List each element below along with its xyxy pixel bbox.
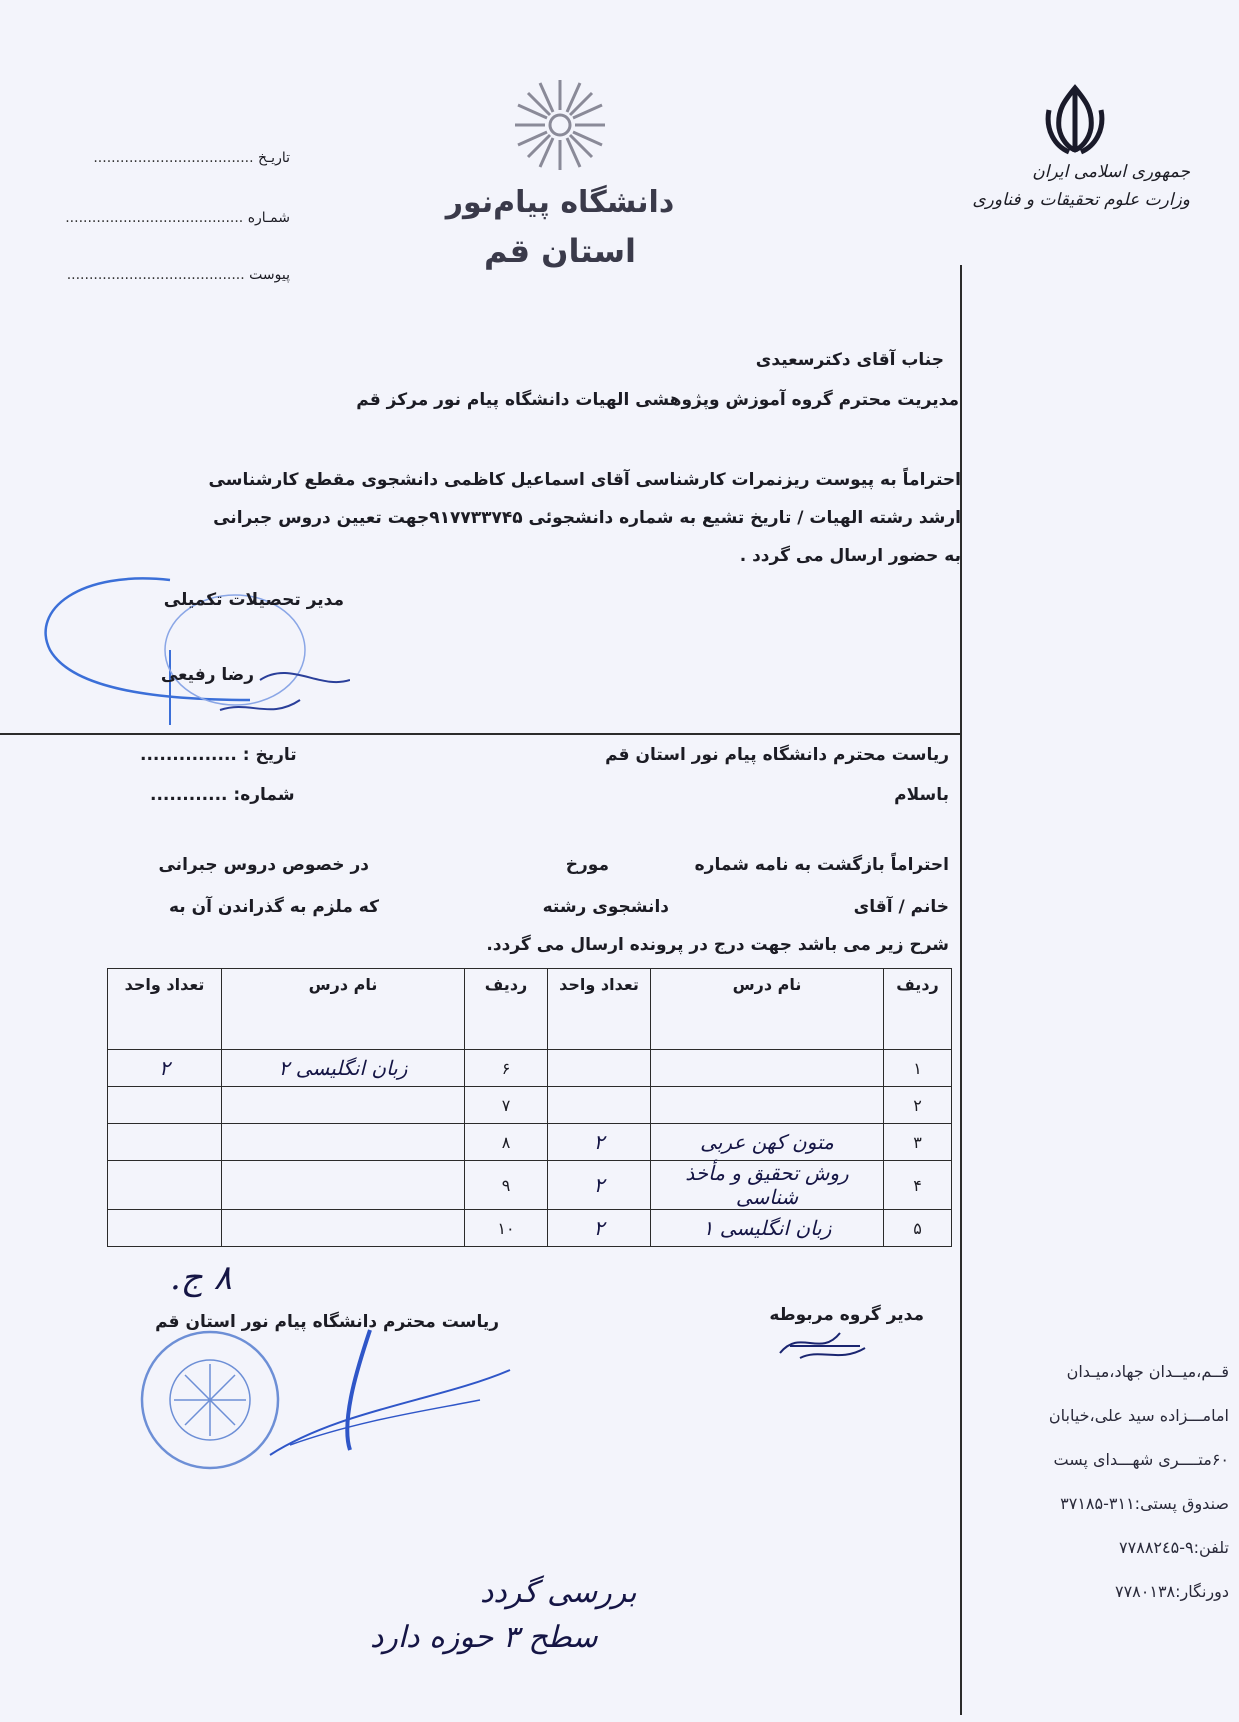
header-units: تعداد واحد — [548, 969, 651, 1050]
letter2-line2-a: خانم / آقای — [853, 897, 949, 917]
courses-table — [107, 968, 952, 1247]
cell — [651, 1050, 884, 1087]
cell: متون کهن عربی — [651, 1124, 884, 1161]
header-row-num-2: ردیف — [465, 969, 548, 1050]
cell — [222, 1161, 465, 1210]
cell — [108, 1087, 222, 1124]
letter2-date: تاریخ : ............... — [140, 745, 297, 765]
iran-emblem-icon — [1035, 80, 1115, 160]
cell: ۷ — [465, 1087, 548, 1124]
graduate-stamp-icon — [20, 550, 350, 740]
cell — [222, 1087, 465, 1124]
letter1-body-line2: ارشد رشته الهیات / تاریخ تشیع به شماره دانشجوئی ۹۱۷۷۳۳۷۴۵جهت تعیین دروس جبرانی — [213, 508, 961, 528]
letter2-line1-a: احتراماً بازگشت به نامه شماره — [694, 855, 949, 875]
cell: ۴ — [884, 1161, 952, 1210]
letter2-greeting: باسلام — [894, 785, 949, 805]
presidency-label: ریاست محترم دانشگاه پیام نور استان قم — [155, 1312, 499, 1332]
ministry-heading — [970, 158, 1190, 214]
number-field — [50, 210, 290, 226]
cell: ۲ — [548, 1124, 651, 1161]
header-row-num: ردیف — [884, 969, 952, 1050]
cell: ۶ — [465, 1050, 548, 1087]
table-row — [108, 1087, 952, 1124]
letter2-line2-c: که ملزم به گذراندن آن به — [168, 897, 379, 917]
header-units-2: تعداد واحد — [108, 969, 222, 1050]
cell: ۳ — [884, 1124, 952, 1161]
university-logo-icon — [510, 75, 610, 175]
attachment-dots: ........................................ — [66, 267, 245, 283]
cell: ۱۰ — [465, 1210, 548, 1247]
cell — [651, 1087, 884, 1124]
fax-line: دورنگار:۷۷۸۰۱۳۸ — [1114, 1582, 1229, 1601]
attachment-field — [50, 267, 290, 283]
letter2-line1-c: در خصوص دروس جبرانی — [158, 855, 369, 875]
date-field — [50, 150, 290, 166]
cell — [222, 1210, 465, 1247]
cell — [108, 1161, 222, 1210]
table-row — [108, 1161, 952, 1210]
salutation: جناب آقای دکترسعیدی — [755, 350, 944, 370]
cell — [548, 1050, 651, 1087]
address-block — [964, 1350, 1229, 1614]
letter2-number: شماره: ............ — [150, 785, 295, 805]
number-dots: ........................................ — [65, 210, 244, 226]
cell: ۸ — [465, 1124, 548, 1161]
cell — [548, 1087, 651, 1124]
cell: زبان انگلیسی ۲ — [222, 1050, 465, 1087]
cell — [108, 1124, 222, 1161]
cell: روش تحقیق و مأخذ شناسی — [651, 1161, 884, 1210]
table-row — [108, 1124, 952, 1161]
cell: ۲ — [548, 1210, 651, 1247]
university-province: استان قم — [483, 232, 636, 270]
recipient-title: مدیریت محترم گروه آموزش وپژوهشی الهیات دانشگاه پیام نور مرکز قم — [356, 390, 959, 410]
letter2-recipient: ریاست محترم دانشگاه پیام نور استان قم — [605, 745, 949, 765]
signer-name: رضا رفیعی — [160, 665, 254, 685]
address-line: قــم،میــدان جهاد،میـدان — [1066, 1362, 1229, 1381]
letter2-line3: شرح زیر می باشد جهت درج در پرونده ارسال می گردد. — [486, 935, 949, 955]
date-label: تاریـخ — [258, 150, 290, 166]
signer-title: مدیر تحصیلات تکمیلی — [163, 590, 344, 610]
cell — [108, 1210, 222, 1247]
address-line: صندوق پستی:۳۱۱-۳۷۱۸۵ — [1060, 1494, 1229, 1513]
handwritten-total: ۸ ج. — [170, 1258, 232, 1298]
cell — [222, 1124, 465, 1161]
address-line: امامـــزاده سید علی،خیابان — [1048, 1406, 1229, 1425]
table-header-row — [108, 969, 952, 1050]
cell: ۹ — [465, 1161, 548, 1210]
cell: ۲ — [884, 1087, 952, 1124]
attachment-label: پیوست — [249, 267, 290, 283]
bottom-note-2: سطح ۳ حوزه دارد — [370, 1620, 598, 1655]
letter2-line1-b: مورخ — [565, 855, 609, 875]
header-course-name-2: نام درس — [222, 969, 465, 1050]
cell: ۱ — [884, 1050, 952, 1087]
cell: ۲ — [108, 1050, 222, 1087]
number-label: شمـاره — [247, 210, 290, 226]
table-row — [108, 1210, 952, 1247]
phone-line: تلفن:۹-۷۷۸۸۲٤۵ — [1119, 1538, 1229, 1557]
date-dots: .................................... — [93, 150, 254, 166]
cell: ۲ — [548, 1161, 651, 1210]
ministry-line2: وزارت علوم تحقیقات و فناوری — [972, 190, 1190, 210]
letter1-body-line1: احتراماً به پیوست ریزنمرات کارشناسی آقای اسماعیل کاظمی دانشجوی مقطع کارشناسی — [208, 470, 961, 490]
dept-manager-label: مدیر گروه مربوطه — [769, 1305, 924, 1325]
cell: ۵ — [884, 1210, 952, 1247]
letter2-line2-b: دانشجوی رشته — [542, 897, 669, 917]
manager-signature-icon — [770, 1318, 870, 1368]
letter1-body-line3: به حضور ارسال می گردد . — [739, 546, 961, 566]
cell: زبان انگلیسی ۱ — [651, 1210, 884, 1247]
ministry-line1: جمهوری اسلامی ایران — [1032, 162, 1190, 182]
university-name: دانشگاه پیام‌نور — [445, 185, 675, 220]
table-row — [108, 1050, 952, 1087]
bottom-note-1: بررسی گردد — [480, 1575, 637, 1610]
header-course-name: نام درس — [651, 969, 884, 1050]
address-line: ۶۰متــــری شهـــدای پست — [1053, 1450, 1229, 1469]
university-seal-icon — [140, 1300, 520, 1500]
